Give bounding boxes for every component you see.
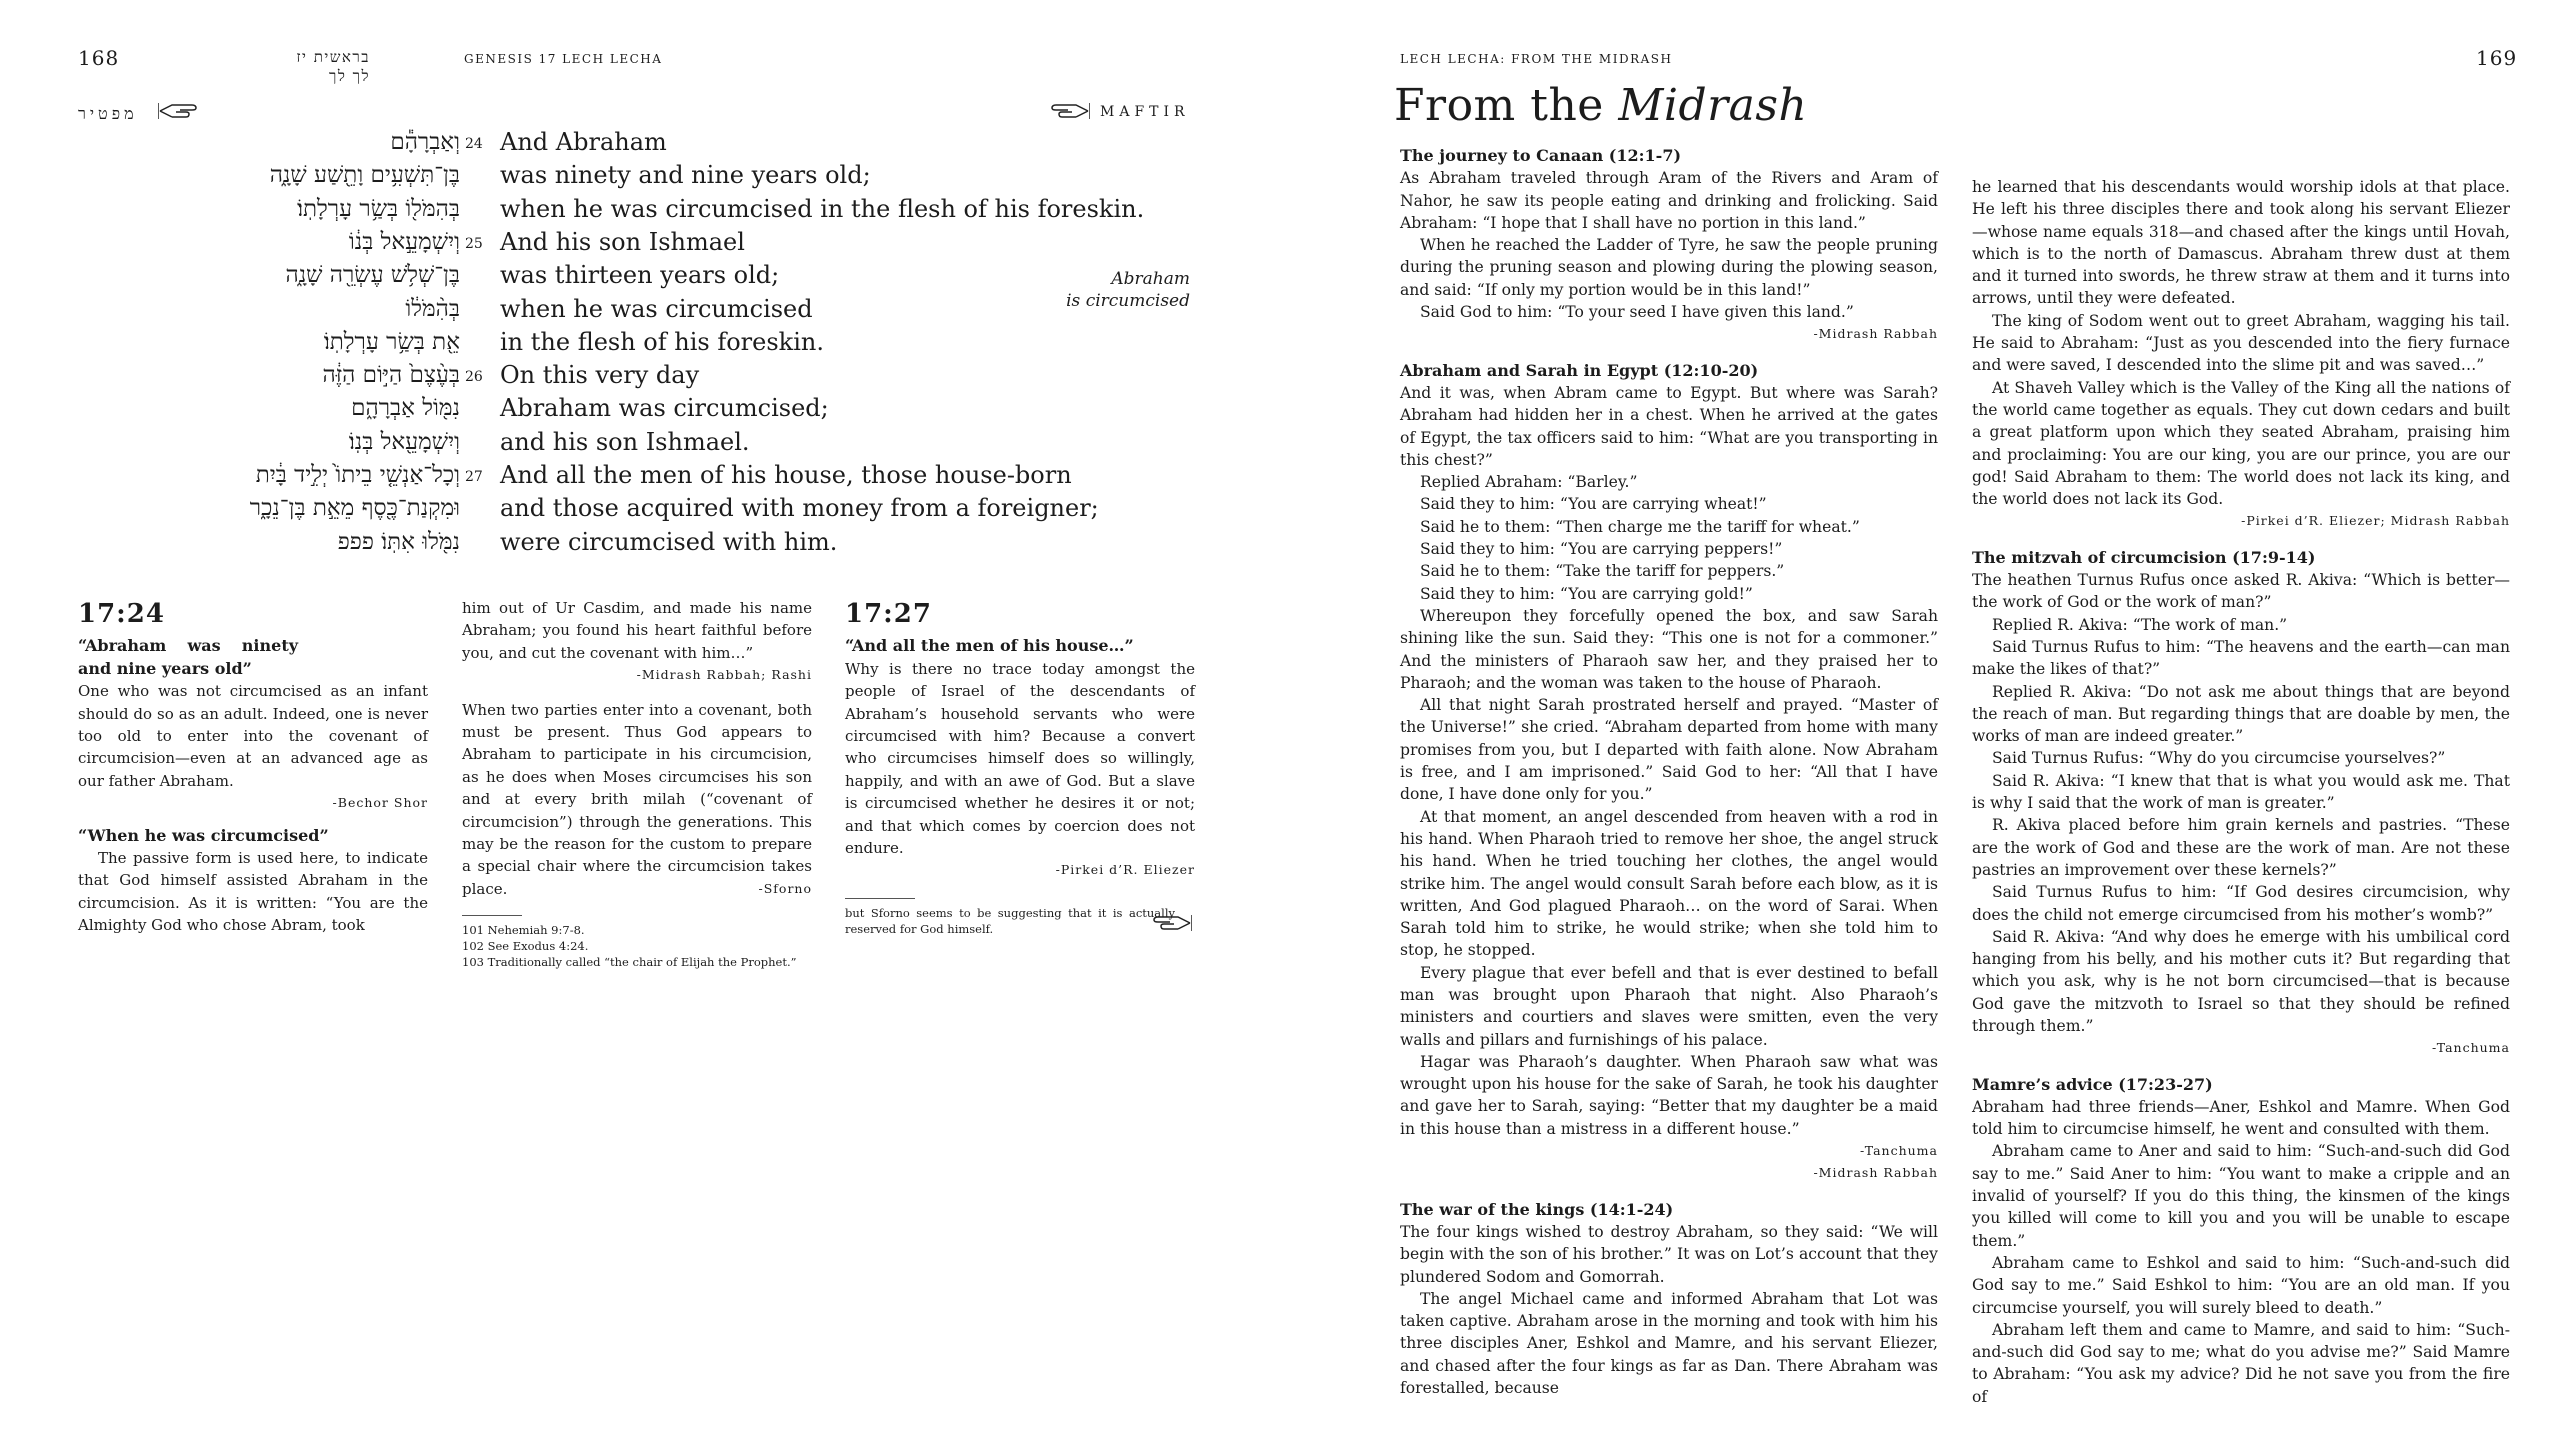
- hebrew-verse-text: וְאַבְרָהָ֕ם: [390, 129, 460, 155]
- midrash-paragraph: Whereupon they forcefully opened the box, and saw Sarah shining like the sun. Said they: “This one is not for a commoner.” And the ministers of Pharaoh saw her, and they praised her to Pharaoh; and the woman was taken to the house of Pharaoh.: [1400, 606, 1938, 692]
- english-verse-text: was thirteen years old;: [500, 261, 780, 290]
- midrash-paragraph: Abraham left them and came to Mamre, and said to him: “Such-and-such did God say to me; what do you advise me?” Said Mamre to Abraham: “You ask my advice? Did he not save you from the fire of: [1972, 1320, 2510, 1406]
- commentary-paragraph: When two parties enter into a covenant, both must be present. Thus God appears to Abraham to participate in his circumcision, as he does when Moses circumcises his son and at every brith milah (“covenant of circumcision”) through the generations. This may be the reason for the custom to prepare a special chair where the circumcision takes place.: [462, 700, 812, 898]
- midrash-paragraph: Replied R. Akiva: “The work of man.”: [1992, 615, 2288, 634]
- midrash-paragraph: Said Turnus Rufus to him: “If God desires circumcision, why does the child not emerge circumcised from his mother’s womb?”: [1972, 883, 2510, 924]
- midrash-paragraph: Said R. Akiva: “I knew that that is what you would ask me. That is why I said that the work of man is greater.”: [1972, 771, 2510, 813]
- footnote: but Sforno seems to be suggesting that it is actually reserved for God himself.: [845, 905, 1175, 936]
- midrash-paragraph: Said Turnus Rufus to him: “The heavens and the earth—can man make the likes of that?”: [1972, 637, 2510, 679]
- midrash-paragraph: Said he to them: “Then charge me the tariff for wheat.”: [1420, 517, 1860, 536]
- commentary-source: -Bechor Shor: [332, 795, 428, 811]
- verse-table: [80, 126, 1180, 566]
- verse-reference: 17:24: [78, 599, 165, 629]
- hebrew-verse-text: בְּהִ֨מֹּל֔וֹ: [405, 295, 460, 322]
- maftir-english-label: MAFTIR: [1100, 104, 1190, 120]
- side-note: [1040, 268, 1190, 312]
- midrash-paragraph: Said they to him: “You are carrying wheat!”: [1420, 495, 1767, 514]
- midrash-paragraph: The king of Sodom went out to greet Abraham, wagging his tail. He said to Abraham: “Just as you descended into the fiery furnace and were saved, I descended into the slime pit and was saved…”: [1972, 311, 2510, 375]
- commentary-source: -Midrash Rabbah; Rashi: [636, 667, 812, 683]
- verse-reference: 17:27: [845, 599, 932, 629]
- verse-line: [80, 392, 1180, 425]
- verse-number: 25: [465, 235, 483, 252]
- english-verse-text: And all the men of his house, those house-born: [500, 461, 1072, 489]
- english-verse-text: was ninety and nine years old;: [500, 161, 871, 190]
- midrash-paragraph: Said God to him: “To your seed I have given this land.”: [1420, 303, 1854, 322]
- midrash-source: -Tanchuma: [1859, 1143, 1938, 1159]
- midrash-heading: Mamre’s advice (17:23-27): [1972, 1074, 2213, 1094]
- midrash-paragraph: The heathen Turnus Rufus once asked R. Akiva: “Which is better—the work of God or the work of man?”: [1972, 571, 2510, 612]
- midrash-column-2: [1972, 176, 2510, 1408]
- english-verse-text: were circumcised with him.: [500, 527, 838, 556]
- midrash-heading: The mitzvah of circumcision (17:9-14): [1972, 547, 2316, 567]
- section-title: [1394, 80, 1807, 131]
- running-head-right: LECH LECHA: FROM THE MIDRASH: [1400, 52, 1673, 66]
- hebrew-verse-text: וְכָל־אַנְשֵׁ֤י בֵיתוֹ֙ יְלִ֣יד בָּ֔יִת: [255, 462, 460, 488]
- hebrew-verse-text: נִמֹּ֖לוּ אִתּֽוֹ׃ פפפ: [337, 528, 460, 555]
- midrash-heading: The journey to Canaan (12:1-7): [1400, 146, 1682, 165]
- hebrew-verse-text: בְּהִמֹּל֖וֹ בְּשַׂ֥ר עָרְלָתֽוֹ׃: [297, 195, 460, 222]
- footnote: 103 Traditionally called “the chair of Elijah the Prophet.”: [462, 954, 797, 969]
- verse-number: 27: [465, 469, 483, 485]
- midrash-paragraph: Hagar was Pharaoh’s daughter. When Pharaoh saw what was wrought upon his house for the sake of Sarah, he took his daughter and gave her to Sarah, saying: “Better that my daughter be a maid in this house than a mistress in a different house.”: [1400, 1052, 1938, 1138]
- commentary-paragraph: him out of Ur Casdim, and made his name Abraham; you found his heart faithful before you, and cut the covenant with him…”: [462, 599, 812, 662]
- commentary-paragraph: One who was not circumcised as an infant should do so as an adult. Indeed, one is never too old to enter into the covenant of circumcision—even at an advanced age as our father Abraham.: [78, 682, 428, 790]
- english-verse-text: And his son Ishmael: [500, 227, 745, 256]
- midrash-paragraph: R. Akiva placed before him grain kernels and pastries. “These are the work of God and these are the work of man. Are not these pastries an improvement over these kernels?”: [1972, 816, 2510, 879]
- midrash-heading: The war of the kings (14:1-24): [1400, 1199, 1674, 1219]
- side-note-line-1: Abraham: [1111, 269, 1190, 289]
- hebrew-verse-text: אֵ֖ת בְּשַׂ֥ר עָרְלָתֽוֹ׃: [323, 328, 460, 355]
- midrash-paragraph: Abraham came to Aner and said to him: “Such-and-such did God say to me.” Said Aner to him: “You want to make a cripple and an invalid of yourself? If you do this thing, the kinsmen of the kings you killed will come to kill you and you will be unable to escape them.”: [1972, 1142, 2510, 1250]
- verse-line: [80, 226, 1180, 259]
- verse-number: 26: [465, 369, 483, 386]
- commentary-column-3: [845, 599, 1195, 937]
- english-verse-text: when he was circumcised in the flesh of his foreskin.: [500, 194, 1145, 223]
- midrash-paragraph: And it was, when Abram came to Egypt. But where was Sarah? Abraham had hidden her in a chest. When he arrived at the gates of Egypt, the tax officers said to him: “What are you transporting in this chest?”: [1400, 383, 1938, 469]
- verse-line: [80, 259, 1180, 292]
- footnote: 102 See Exodus 4:24.: [462, 938, 589, 953]
- midrash-column-1: [1400, 145, 1938, 1399]
- midrash-paragraph: Said Turnus Rufus: “Why do you circumcise yourselves?”: [1992, 749, 2446, 768]
- verse-line: [80, 193, 1180, 226]
- midrash-paragraph: Said he to them: “Take the tariff for peppers.”: [1420, 562, 1785, 581]
- hebrew-verse-text: בֶּן־תִּשְׁעִ֥ים וָתֵ֖שַׁע שָׁנָ֑ה: [269, 162, 460, 189]
- verse-line: [80, 126, 1180, 159]
- verse-line: [80, 293, 1180, 326]
- midrash-paragraph: Abraham had three friends—Aner, Eshkol and Mamre. When God told him to circumcise himself, he went and consulted with them.: [1972, 1097, 2510, 1139]
- english-verse-text: in the flesh of his foreskin.: [500, 327, 824, 356]
- hebrew-verse-text: בֶּן־שְׁלֹ֥שׁ עֶשְׂרֵ֖ה שָׁנָ֑ה: [285, 262, 460, 289]
- commentary-column-2: [462, 597, 812, 970]
- midrash-paragraph: The angel Michael came and informed Abraham that Lot was taken captive. Abraham arose in the morning and took with him his three disciples Aner, Eshkol and Mamre, and his servant Eliezer, and chased after the four kings as far as Dan. There Abraham was forestalled, because: [1400, 1289, 1938, 1398]
- section-title-italic: Midrash: [1618, 80, 1808, 131]
- commentary-source: -Sforno: [758, 881, 812, 897]
- hebrew-verse-text: נִמּ֖וֹל אַבְרָהָ֑ם: [351, 395, 460, 422]
- midrash-source: -Midrash Rabbah: [1813, 326, 1938, 342]
- english-verse-text: On this very day: [500, 361, 700, 390]
- hebrew-verse-text: וּמִקְנַת־כֶּ֖סֶף מֵאֵ֣ת בֶּן־נֵכָ֑ר: [249, 495, 460, 522]
- footnote-rule: [845, 898, 915, 899]
- midrash-source: -Tanchuma: [2431, 1040, 2510, 1056]
- footnote-rule: [462, 915, 522, 916]
- verse-number: 24: [465, 136, 483, 152]
- commentary-source: -Pirkei d’R. Eliezer: [1055, 862, 1195, 878]
- midrash-paragraph: Said R. Akiva: “And why does he emerge with his umbilical cord hanging from his belly, and his mother cuts it? But regarding that which you ask, why is he not born circumcised—that is because God gave the mitzvoth to Israel so that they should be refined through them.”: [1972, 927, 2510, 1035]
- commentary-paragraph: Why is there no trace today amongst the people of Israel of the descendants of Abraham’s household servants who were circumcised with him? Because a convert who circumcises himself does so willingly, happily, and with an awe of God. But a slave is circumcised whether he desires it or not; and that which comes by coercion does not endure.: [845, 659, 1195, 858]
- midrash-paragraph: Replied Abraham: “Barley.”: [1420, 473, 1638, 492]
- running-head-english: GENESIS 17 LECH LECHA: [464, 52, 663, 66]
- midrash-heading: Abraham and Sarah in Egypt (12:10-20): [1400, 360, 1759, 380]
- page-number-left: 168: [78, 46, 120, 70]
- midrash-source: -Pirkei d’R. Eliezer; Midrash Rabbah: [2241, 513, 2510, 529]
- verse-line: [80, 159, 1180, 192]
- hebrew-verse-text: וְיִשְׁמָעֵ֣אל בְּנ֔וֹ: [348, 228, 460, 255]
- midrash-paragraph: Abraham came to Eshkol and said to him: “Such-and-such did God say to me.” Said Eshkol to him: “You are an old man. If you circumcise yourself, you will surely bleed to death.”: [1972, 1253, 2510, 1317]
- pointing-hand-icon-right: [1050, 100, 1090, 126]
- verse-line: [80, 459, 1180, 492]
- midrash-paragraph: All that night Sarah prostrated herself and prayed. “Master of the Universe!” she cried. “Abraham departed from home with many promises from you, but I departed with faith alone. Now Abraham is free, and I am imprisoned.” Said God to her: “All that I have done, I have done only for you.”: [1400, 696, 1938, 804]
- midrash-paragraph: he learned that his descendants would worship idols at that place. He left his three disciples there and took along his servant Eliezer—whose name equals 318—and chased after the kings until Hovah, which is to the north of Damascus. Abraham threw dust at them and it turned into swords, he threw straw at them and it turns into arrows, until they were defeated.: [1972, 178, 2510, 308]
- verse-line: [80, 326, 1180, 359]
- page-number-right: 169: [2476, 46, 2518, 70]
- verse-line: [80, 426, 1180, 459]
- midrash-source: -Midrash Rabbah: [1813, 1165, 1938, 1181]
- english-verse-text: Abraham was circumcised;: [500, 394, 829, 423]
- verse-line: [80, 492, 1180, 525]
- midrash-paragraph: Every plague that ever befell and that is ever destined to befall man was brought upon Pharaoh that night. Also Pharaoh’s ministers and courtiers and slaves were smitten, even the very walls and pillars and furnishings of his palace.: [1400, 963, 1938, 1049]
- midrash-paragraph: As Abraham traveled through Aram of the Rivers and Aram of Nahor, he saw its people eating and drinking and frolicking. Said Abraham: “I hope that I shall have no portion in this land.”: [1400, 169, 1938, 232]
- maftir-hebrew-label: מפטיר: [78, 104, 138, 123]
- commentary-heading: “Abraham was ninety and nine years old”: [78, 636, 298, 678]
- midrash-paragraph: When he reached the Ladder of Tyre, he saw the people pruning during the pruning season and plowing during the plowing season, and said: “If only my portion would be in this land!”: [1400, 236, 1938, 299]
- english-verse-text: and his son Ishmael.: [500, 427, 750, 456]
- commentary-heading: “When he was circumcised”: [78, 825, 329, 845]
- midrash-paragraph: The four kings wished to destroy Abraham, so they said: “We will begin with the son of his brother.” It was on Lot’s account that they plundered Sodom and Gomorrah.: [1400, 1222, 1938, 1286]
- side-note-line-2: is circumcised: [1066, 291, 1190, 311]
- hebrew-verse-text: וְיִשְׁמָעֵ֖אל בְּנֽוֹ׃: [348, 428, 460, 455]
- commentary-heading: “And all the men of his house…”: [845, 636, 1134, 656]
- pointing-hand-icon: [158, 100, 198, 126]
- verse-line: [80, 526, 1180, 559]
- hebrew-verse-text: בְּעֶ֨צֶם֙ הַיּ֣וֹם הַזֶּ֔ה: [322, 362, 460, 389]
- footnote: 101 Nehemiah 9:7-8.: [462, 922, 585, 937]
- midrash-paragraph: Replied R. Akiva: “Do not ask me about things that are beyond the reach of man. But regarding things that are doable by men, the works of man are indeed greater.”: [1972, 682, 2510, 746]
- english-verse-text: And Abraham: [500, 128, 667, 156]
- english-verse-text: and those acquired with money from a foreigner;: [500, 494, 1099, 523]
- midrash-paragraph: Said they to him: “You are carrying peppers!”: [1420, 540, 1783, 559]
- section-title-plain: From the: [1394, 80, 1619, 131]
- verse-line: [80, 359, 1180, 392]
- midrash-paragraph: At that moment, an angel descended from heaven with a rod in his hand. When Pharaoh tried to remove her shoe, the angel struck his hand. When he tried touching her clothes, the angel would strike him. The angel would consult Sarah before each blow, as it is written, And God plagued Pharaoh… on the word of Sarai. When Sarah told him to strike, he would strike; when she told him to stop, he stopped.: [1400, 807, 1938, 960]
- pointing-hand-icon-bottom: [1152, 912, 1192, 938]
- midrash-paragraph: Said they to him: “You are carrying gold!”: [1420, 584, 1753, 603]
- commentary-column-1: [78, 599, 428, 937]
- english-verse-text: when he was circumcised: [500, 294, 813, 323]
- midrash-paragraph: At Shaveh Valley which is the Valley of the King all the nations of the world came together as equals. They cut down cedars and built a great platform upon which they seated Abraham, praising him and proclaiming: You are our king, you are our prince, you are our god! Said Abraham to them: The world does not lack its king, and the world does not lack its God.: [1972, 378, 2510, 509]
- commentary-paragraph: The passive form is used here, to indicate that God himself assisted Abraham in the circumcision. As it is written: “You are the Almighty God who chose Abram, took: [78, 849, 428, 935]
- running-head-hebrew: בראשית יז לך לך: [296, 48, 370, 85]
